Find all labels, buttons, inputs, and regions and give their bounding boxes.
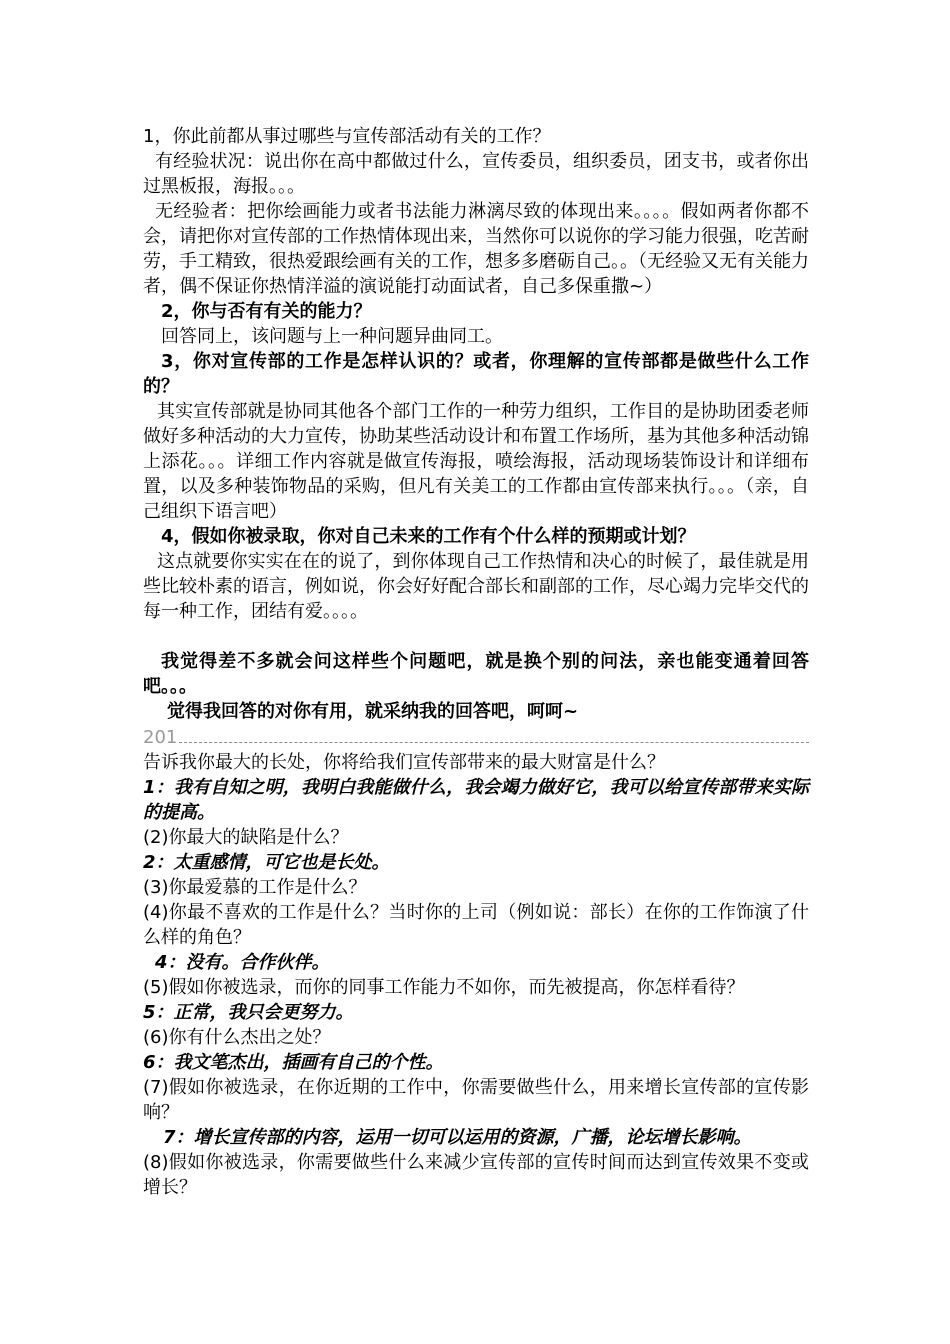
paragraph: 1，你此前都从事过哪些与宣传部活动有关的工作？ — [143, 126, 551, 147]
paragraph: (2)你最大的缺陷是什么？ — [143, 827, 349, 848]
paragraph: 觉得我回答的对你有用，就采纳我的回答吧，呵呵~ — [167, 701, 579, 722]
paragraph: (3)你最爱慕的工作是什么？ — [143, 877, 367, 898]
document-body — [143, 124, 809, 1200]
blank-line — [143, 624, 809, 649]
paragraph: (5)假如你被选录，而你的同事工作能力不如你，而先被提高，你怎样看待？ — [143, 977, 745, 998]
paragraph: (4)你最不喜欢的工作是什么？当时你的上司（例如说：部长）在你的工作饰演了什么样的角色？ — [143, 902, 809, 948]
paragraph: 回答同上，该问题与上一种问题异曲同工。 — [161, 326, 503, 347]
paragraph: 3，你对宣传部的工作是怎样认识的？或者，你理解的宣传部都是做些什么工作的？ — [143, 351, 809, 397]
page-separator — [143, 726, 809, 750]
dashed-divider — [179, 742, 809, 743]
paragraph: 4，假如你被录取，你对自己未来的工作有个什么样的预期或计划？ — [161, 526, 696, 547]
answer-paragraph: 2：太重感情，可它也是长处。 — [143, 852, 390, 873]
paragraph: (8)假如你被选录，你需要做些什么来减少宣传部的宣传时间而达到宣传效果不变或增长？ — [143, 1152, 809, 1198]
interview-tips-section — [143, 124, 809, 724]
answer-paragraph: 5：正常，我只会更努力。 — [143, 1002, 354, 1023]
paragraph: 其实宣传部就是协同其他各个部门工作的一种劳力组织，工作目的是协助团委老师做好多种活动的大力宣传，协助某些活动设计和布置工作场所，基为其他多种活动锦上添花。。。详细工作内容就是做宣传海报，喷绘海报，活动现场装饰设计和详细布置，以及多种装饰物品的采购，但凡有关美工的工作都由宣传部来执行。。。（亲，自己组织下语言吧） — [143, 401, 809, 522]
answer-paragraph: 1：我有自知之明，我明白我能做什么，我会竭力做好它，我可以给宣传部带来实际的提高。 — [143, 777, 809, 823]
answer-paragraph: 6：我文笔杰出，插画有自己的个性。 — [143, 1052, 444, 1073]
paragraph: 告诉我你最大的长处，你将给我们宣传部带来的最大财富是什么？ — [143, 752, 665, 773]
paragraph: (6)你有什么杰出之处？ — [143, 1027, 331, 1048]
paragraph: 有经验状况：说出你在高中都做过什么，宣传委员，组织委员，团支书，或者你出过黑板报，海报。。。 — [143, 151, 809, 197]
paragraph: (7)假如你被选录，在你近期的工作中，你需要做些什么，用来增长宣传部的宣传影响？ — [143, 1077, 809, 1123]
answer-paragraph: 4：没有。合作伙伴。 — [155, 952, 330, 973]
interview-qa-section — [143, 750, 809, 1200]
answer-paragraph: 7：增长宣传部的内容，运用一切可以运用的资源，广播，论坛增长影响。 — [163, 1127, 752, 1148]
paragraph: 我觉得差不多就会问这样些个问题吧，就是换个别的问法，亲也能变通着回答吧。。。 — [143, 651, 809, 697]
paragraph: 这点就要你实实在在的说了，到你体现自己工作热情和决心的时候了，最佳就是用些比较朴素的语言，例如说，你会好好配合部长和副部的工作，尽心竭力完毕交代的每一种工作，团结有爱。。。。 — [143, 551, 809, 622]
paragraph: 无经验者：把你绘画能力或者书法能力淋漓尽致的体现出来。。。。假如两者你都不会，请把你对宣传部的工作热情体现出来，当然你可以说你的学习能力很强，吃苦耐劳，手工精致，很热爱跟绘画有关的工作，想多多磨砺自己。。（无经验又无有关能力者，偶不保证你热情洋溢的演说能打动面试者，自己多保重撒~） — [143, 201, 809, 297]
separator-number: 201 — [143, 727, 178, 748]
paragraph: 2，你与否有有关的能力？ — [161, 301, 372, 322]
